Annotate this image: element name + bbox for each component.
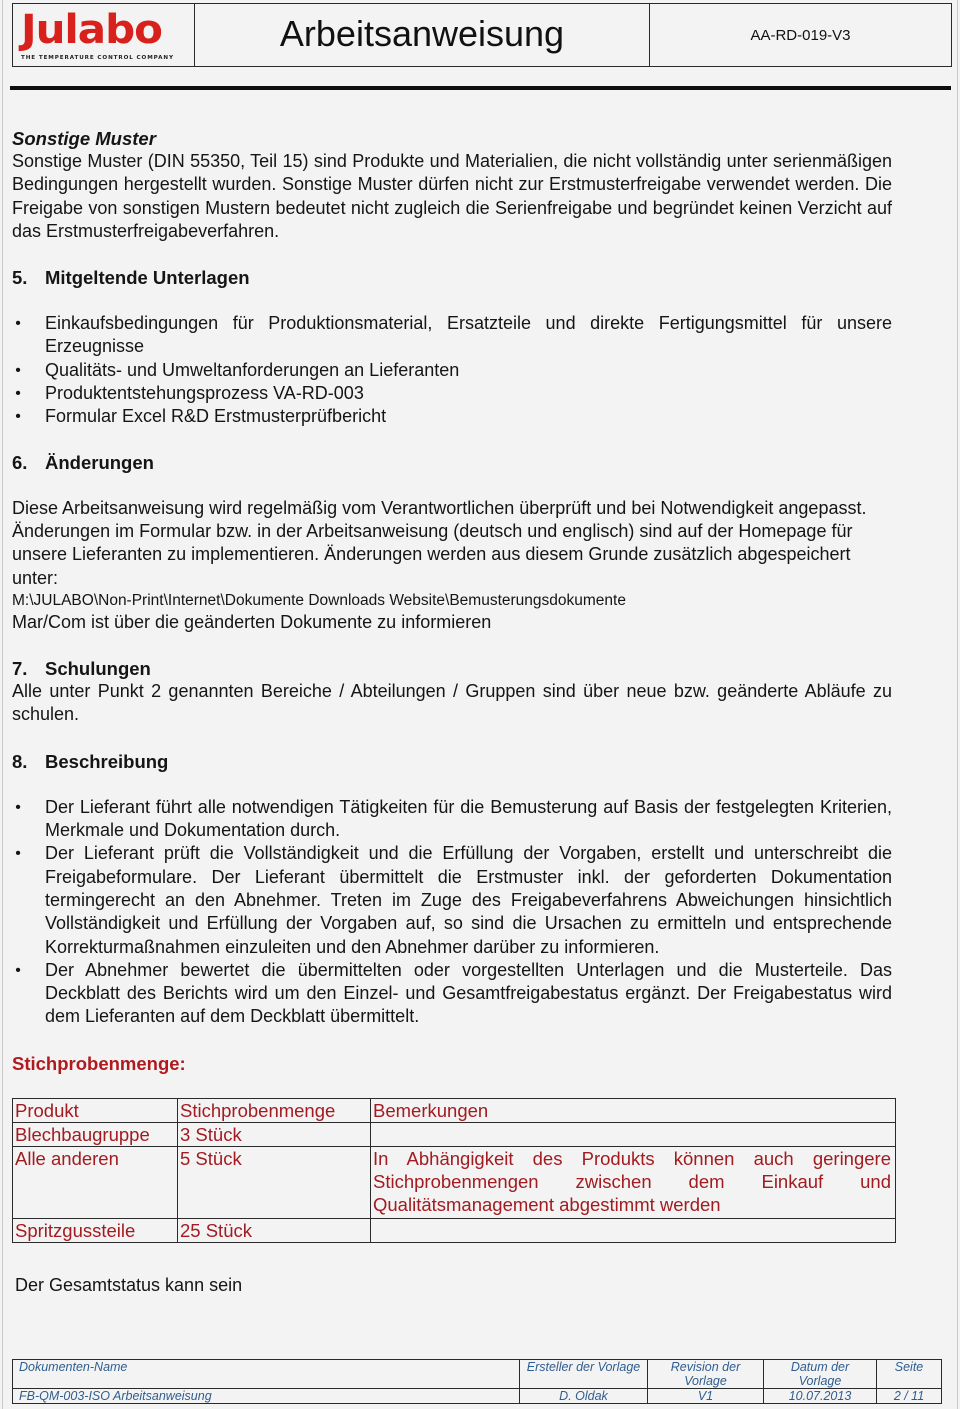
section-number: 7. — [12, 658, 28, 680]
table-header-row — [13, 1098, 896, 1122]
list-item: • Produktentstehungsprozess VA-RD-003 — [12, 382, 892, 405]
footer-value-row — [13, 1389, 942, 1404]
list-item: • Einkaufsbedingungen für Produktionsmaterial, Ersatzteile und direkte Fertigungsmittel für unsere Erzeugnisse — [12, 312, 892, 359]
footer-label-revision: Revision der Vorlage — [648, 1360, 764, 1389]
footer-label-creator: Ersteller der Vorlage — [520, 1360, 648, 1389]
section-7-text: Alle unter Punkt 2 genannten Bereiche / Abteilungen / Gruppen sind über neue bzw. geänderte Abläufe zu schulen. — [12, 681, 892, 725]
bullet-icon: • — [15, 845, 21, 863]
table-cell: 5 Stück — [178, 1146, 371, 1218]
logo-wordmark: Julabo — [21, 7, 162, 53]
table-row — [13, 1122, 896, 1146]
section-title: Beschreibung — [45, 750, 169, 772]
table-cell — [371, 1218, 896, 1242]
column-header: Produkt — [13, 1098, 178, 1122]
section-5-list — [12, 312, 892, 428]
table-cell: 25 Stück — [178, 1218, 371, 1242]
sonstige-muster-text: Sonstige Muster (DIN 55350, Teil 15) sind Produkte und Materialien, die nicht vollständig unter serienmäßigen Bedingungen hergestellt wurden. Sonstige Muster dürfen nicht zur Erstmusterfreigabe verwendet werden. Die Freigabe von sonstigen Mustern bedeutet nicht zugleich die Serienfreigabe und begründet keinen Verzicht auf das Erstmusterfreigabeverfahren. — [12, 151, 892, 241]
table-row — [13, 1218, 896, 1242]
table-cell: In Abhängigkeit des Produkts können auch geringere Stichprobenmengen zwischen dem Einkauf und Qualitätsmanagement abgestimmt werden — [371, 1146, 896, 1218]
section-5-heading — [12, 266, 892, 289]
bullet-icon: • — [15, 315, 21, 333]
section-number: 8. — [12, 750, 28, 772]
list-item: • Formular Excel R&D Erstmusterprüfbericht — [12, 405, 892, 428]
sonstige-muster-heading: Sonstige Muster — [12, 128, 156, 149]
table-cell — [371, 1122, 896, 1146]
company-logo — [13, 4, 195, 66]
bullet-icon: • — [15, 361, 21, 379]
document-code: AA-RD-019-V3 — [750, 26, 851, 44]
sample-size-heading: Stichprobenmenge: — [12, 1052, 186, 1074]
header-divider — [10, 86, 951, 90]
overall-status-text: Der Gesamtstatus kann sein — [15, 1274, 243, 1295]
section-7-heading — [12, 657, 892, 680]
footer-page-number: 2 / 11 — [877, 1389, 942, 1404]
section-6-note: Mar/Com ist über die geänderten Dokumente zu informieren — [12, 611, 492, 632]
footer-revision: V1 — [648, 1389, 764, 1404]
section-8-list — [12, 796, 892, 1029]
document-header — [12, 3, 952, 67]
section-6-text: Diese Arbeitsanweisung wird regelmäßig vom Verantwortlichen überprüft und bei Notwendigkeit angepasst. Änderungen im Formular bzw. in der Arbeitsanweisung (deutsch und englisch) sind auf der Homepage für unsere Lieferanten zu implementieren. Änderungen werden aus diesem Grunde zusätzlich abgespeichert unter: — [12, 497, 867, 588]
bullet-icon: • — [15, 408, 21, 426]
section-title: Änderungen — [45, 451, 154, 473]
table-cell: Spritzgussteile — [13, 1218, 178, 1242]
footer-doc-name: FB-QM-003-ISO Arbeitsanweisung — [13, 1389, 520, 1404]
table-row — [13, 1146, 896, 1218]
bullet-icon: • — [15, 961, 21, 979]
table-cell: 3 Stück — [178, 1122, 371, 1146]
list-item: • Der Abnehmer bewertet die übermittelten oder vorgestellten Unterlagen und die Musterteile. Das Deckblatt des Berichts wird um den Einzel- und Gesamtfreigabestatus ergänzt. Der Freigabestatus wird dem Lieferanten auf dem Deckblatt übermittelt. — [12, 959, 892, 1029]
list-item: • Qualitäts- und Umweltanforderungen an Lieferanten — [12, 359, 892, 382]
footer-label-page: Seite — [877, 1360, 942, 1389]
footer-label-date: Datum der Vorlage — [764, 1360, 877, 1389]
table-cell: Alle anderen — [13, 1146, 178, 1218]
bullet-icon: • — [15, 385, 21, 403]
bullet-icon: • — [15, 798, 21, 816]
section-title: Mitgeltende Unterlagen — [45, 267, 250, 289]
section-8-heading — [12, 750, 892, 773]
table-cell: Blechbaugruppe — [13, 1122, 178, 1146]
footer-label-row — [13, 1360, 942, 1389]
section-6-heading — [12, 451, 892, 474]
footer-date: 10.07.2013 — [764, 1389, 877, 1404]
storage-path: M:\JULABO\Non-Print\Internet\Dokumente Downloads Website\Bemusterungsdokumente — [12, 591, 626, 609]
column-header: Bemerkungen — [371, 1098, 896, 1122]
section-number: 6. — [12, 451, 28, 473]
sample-size-table — [12, 1098, 896, 1243]
section-title: Schulungen — [45, 658, 151, 680]
document-body — [12, 127, 892, 1297]
list-item: • Der Lieferant prüft die Vollständigkeit und die Erfüllung der Vorgaben, erstellt und unterschreibt die Freigabeformulare. Der Lieferant übermittelt die Erstmuster inkl. der geforderten Dokumentation termingerecht an den Abnehmer. Treten im Zuge des Freigabeverfahrens Abweichungen hinsichtlich Vollständigkeit und Erfüllung der Vorgaben auf, so sind die Ursachen zu ermitteln und entsprechende Korrekturmaßnahmen einzuleiten und den Abnehmer darüber zu informieren. — [12, 842, 892, 958]
section-number: 5. — [12, 267, 28, 289]
document-footer — [12, 1359, 942, 1404]
list-item: • Der Lieferant führt alle notwendigen Tätigkeiten für die Bemusterung auf Basis der festgelegten Kriterien, Merkmale und Dokumentation durch. — [12, 796, 892, 843]
document-title: Arbeitsanweisung — [195, 4, 650, 66]
column-header: Stichprobenmenge — [178, 1098, 371, 1122]
footer-label-doc-name: Dokumenten-Name — [13, 1360, 520, 1389]
logo-tagline: THE TEMPERATURE CONTROL COMPANY — [21, 55, 174, 61]
footer-creator: D. Oldak — [520, 1389, 648, 1404]
